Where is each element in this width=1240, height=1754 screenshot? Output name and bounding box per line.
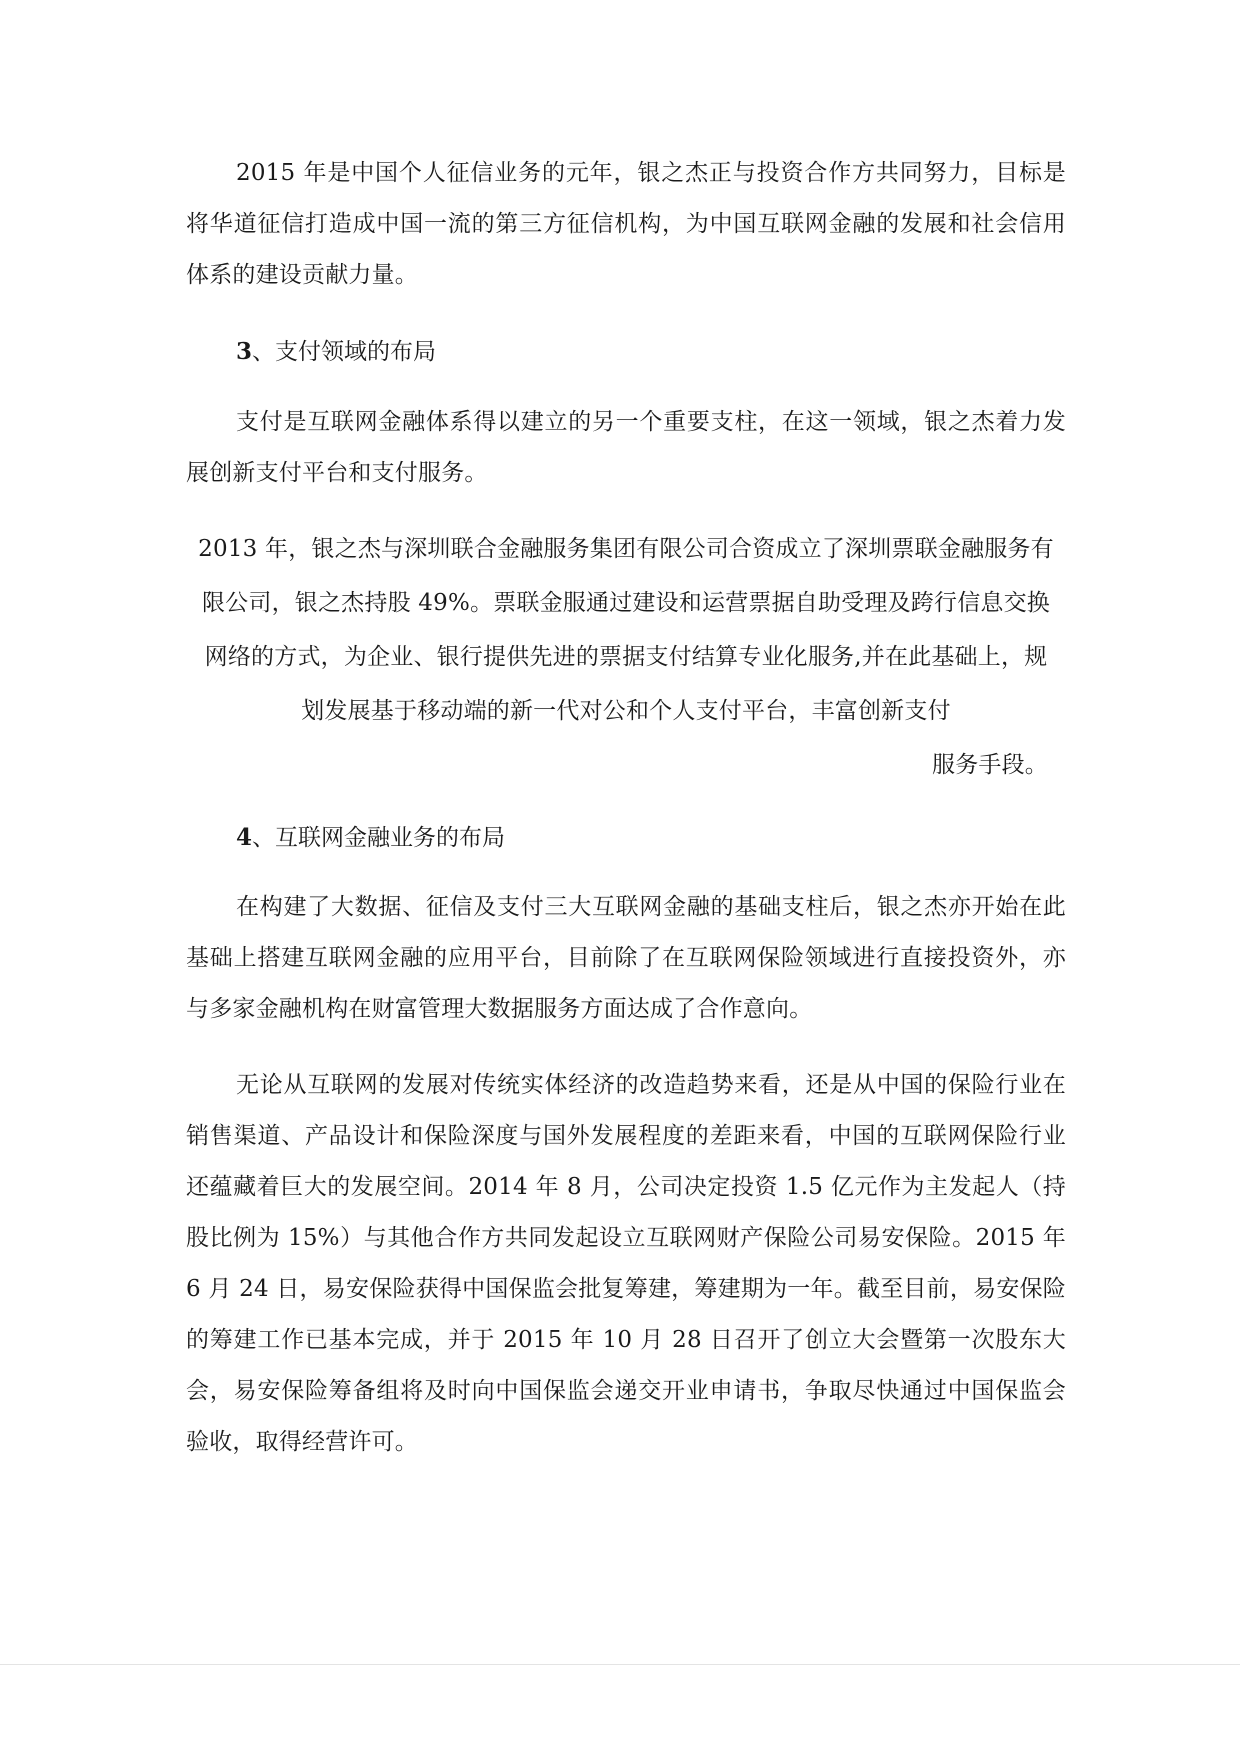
section-heading-internet-finance bbox=[236, 812, 505, 864]
paragraph-payment-intro: 支付是互联网金融体系得以建立的另一个重要支柱，在这一领域，银之杰着力发展创新支付平台和支付服务。 bbox=[186, 409, 1066, 486]
section-heading-text: 、支付领域的布局 bbox=[252, 339, 437, 365]
paragraph-application-platform: 在构建了大数据、征信及支付三大互联网金融的基础支柱后，银之杰亦开始在此基础上搭建互联网金融的应用平台，目前除了在互联网保险领域进行直接投资外，亦与多家金融机构在财富管理大数据服务方面达成了合作意向。 bbox=[186, 894, 1066, 1022]
paragraph-credit-reporting: 2015 年是中国个人征信业务的元年，银之杰正与投资合作方共同努力，目标是将华道征信打造成中国一流的第三方征信机构，为中国互联网金融的发展和社会信用体系的建设贡献力量。 bbox=[186, 160, 1066, 288]
paragraph-insurance: 无论从互联网的发展对传统实体经济的改造趋势来看，还是从中国的保险行业在销售渠道、产品设计和保险深度与国外发展程度的差距来看，中国的互联网保险行业还蕴藏着巨大的发展空间。2014 年 8 月，公司决定投资 1.5 亿元作为主发起人（持股比例为 15%）与其他合作方共同发起设立互联网财产保险公司易安保险。2015 年 6 月 24 日，易安保险获得中国保监会批复筹建，筹建期为一年。截至目前，易安保险的筹建工作已基本完成，并于 2015 年 10 月 28 日召开了创立大会暨第一次股东大会，易安保险筹备组将及时向中国保监会递交开业申请书，争取尽快通过中国保监会验收，取得经营许可。 bbox=[186, 1072, 1066, 1455]
paragraph-piaolian bbox=[196, 522, 1056, 792]
section-heading-number: 3 bbox=[236, 338, 253, 365]
paragraph-piaolian-last-line: 服务手段。 bbox=[932, 752, 1048, 778]
section-heading-payment bbox=[236, 326, 436, 378]
section-heading-number: 4 bbox=[236, 824, 253, 851]
paragraph-piaolian-body: 2013 年，银之杰与深圳联合金融服务集团有限公司合资成立了深圳票联金融服务有限公司，银之杰持股 49%。票联金服通过建设和运营票据自助受理及跨行信息交换网络的方式，为企业、银行提供先进的票据支付结算专业化服务,并在此基础上，规划发展基于移动端的新一代对公和个人支付平台，丰富创新支付 bbox=[198, 536, 1054, 724]
section-heading-text: 、互联网金融业务的布局 bbox=[252, 825, 506, 851]
page-bottom-divider bbox=[0, 1664, 1240, 1665]
